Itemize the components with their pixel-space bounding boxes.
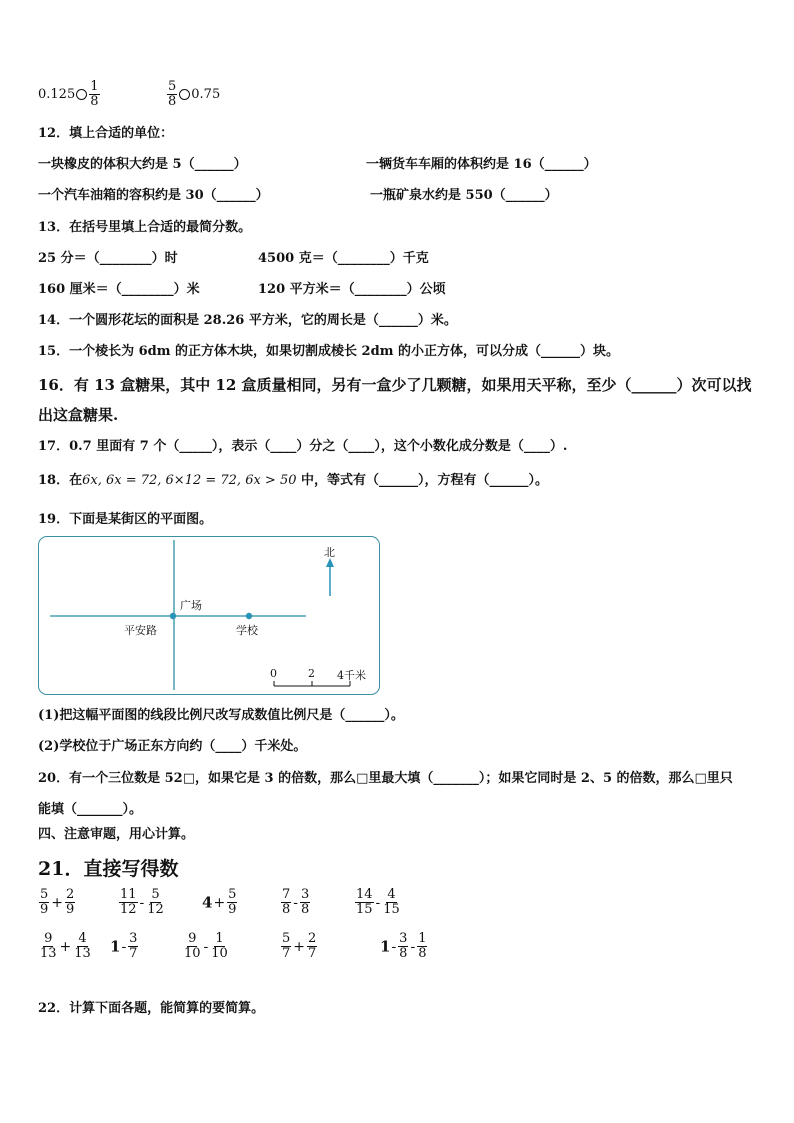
q19-title: 19．下面是某街区的平面图。 (38, 512, 213, 527)
q19-sub1: (1)把这幅平面图的线段比例尺改写成数值比例尺是（______）。 (38, 708, 404, 723)
q11-compare-a: 0.125 $\frac{1}{8}$ (38, 79, 99, 109)
q12-item: 一瓶矿泉水约是 550（______） (370, 188, 558, 203)
fraction: $\frac{1}{8}$ (90, 79, 99, 109)
expr: 1- $\frac{3}{8}$ - $\frac{1}{8}$ (380, 931, 427, 961)
q12-item: 一个汽车油箱的容积约是 30（______） (38, 188, 269, 203)
square-dot (169, 612, 175, 618)
north-label: 北 (324, 546, 335, 559)
q16-line1: 16．有 13 盒糖果，其中 12 盒质量相同，另有一盒少了几颗糖，如果用天平称，至少（______）次可以找 (38, 376, 752, 394)
compare-circle[interactable] (179, 89, 190, 100)
q13-item: 120 平方米＝（________）公顷 (258, 282, 446, 297)
q18-math: 6x, 6x = 72, 6×12 = 72, 6x > 50 (82, 473, 297, 488)
expr: 4+ $\frac{5}{9}$ (202, 887, 237, 917)
q15: 15．一个棱长为 6dm 的正方体木块，如果切割成棱长 2dm 的小正方体，可以分成（______）块。 (38, 344, 619, 359)
q17: 17．0.7 里面有 7 个（_____），表示（____）分之（____），这个小数化成分数是（____）. (38, 439, 568, 454)
expr: $\frac{7}{8}$ - $\frac{3}{8}$ (282, 887, 310, 917)
scale-label-4: 4千米 (337, 669, 366, 682)
scale-label-0: 0 (270, 667, 277, 680)
q20-line2: 能填（_______）。 (38, 802, 143, 817)
section-heading: 四、注意审题，用心计算。 (38, 827, 195, 842)
q19-sub2: (2)学校位于广场正东方向约（____）千米处。 (38, 739, 307, 754)
fraction: $\frac{5}{8}$ (168, 79, 177, 109)
school-dot (245, 612, 251, 618)
q16-line2: 出这盒糖果. (38, 406, 119, 424)
q18: 18．在6x, 6x = 72, 6×12 = 72, 6x > 50 中，等式有（______），方程有（______）。 (38, 473, 549, 488)
q13-item: 25 分＝（________）时 (38, 251, 178, 266)
expr: 1- $\frac{3}{7}$ (110, 931, 138, 961)
q20-line1: 20．有一个三位数是 52□，如果它是 3 的倍数，那么□里最大填（_______）；如果它同时是 2、5 的倍数，那么□里只 (38, 771, 733, 786)
q13-title: 13．在括号里填上合适的最简分数。 (38, 220, 252, 235)
expr: $\frac{9}{10}$ - $\frac{1}{10}$ (184, 931, 228, 961)
square-label: 广场 (180, 599, 202, 612)
q11-compare-b: $\frac{5}{8}$ 0.75 (168, 79, 221, 109)
q21-title: 21．直接写得数 (38, 858, 179, 880)
road-label: 平安路 (124, 624, 157, 637)
scale-label-2: 2 (308, 667, 315, 680)
q14: 14．一个圆形花坛的面积是 28.26 平方米，它的周长是（______）米。 (38, 313, 457, 328)
compare-circle[interactable] (76, 89, 87, 100)
q22: 22．计算下面各题，能简算的要简算。 (38, 1001, 265, 1016)
q13-item: 160 厘米＝（________）米 (38, 282, 200, 297)
expr: $\frac{9}{13}$ + $\frac{4}{13}$ (40, 931, 91, 961)
expr: $\frac{5}{9}$ + $\frac{2}{9}$ (40, 887, 75, 917)
q12-item: 一辆货车车厢的体积约是 16（______） (366, 157, 597, 172)
expr: $\frac{5}{7}$ + $\frac{2}{7}$ (282, 931, 317, 961)
expr: $\frac{11}{12}$ - $\frac{5}{12}$ (120, 887, 164, 917)
street-map (38, 536, 380, 695)
expr: $\frac{14}{15}$ - $\frac{4}{15}$ (356, 887, 400, 917)
q13-item: 4500 克＝（________）千克 (258, 251, 429, 266)
q12-item: 一块橡皮的体积大约是 5（______） (38, 157, 247, 172)
q12-title: 12．填上合适的单位： (38, 126, 174, 141)
school-label: 学校 (236, 624, 258, 637)
